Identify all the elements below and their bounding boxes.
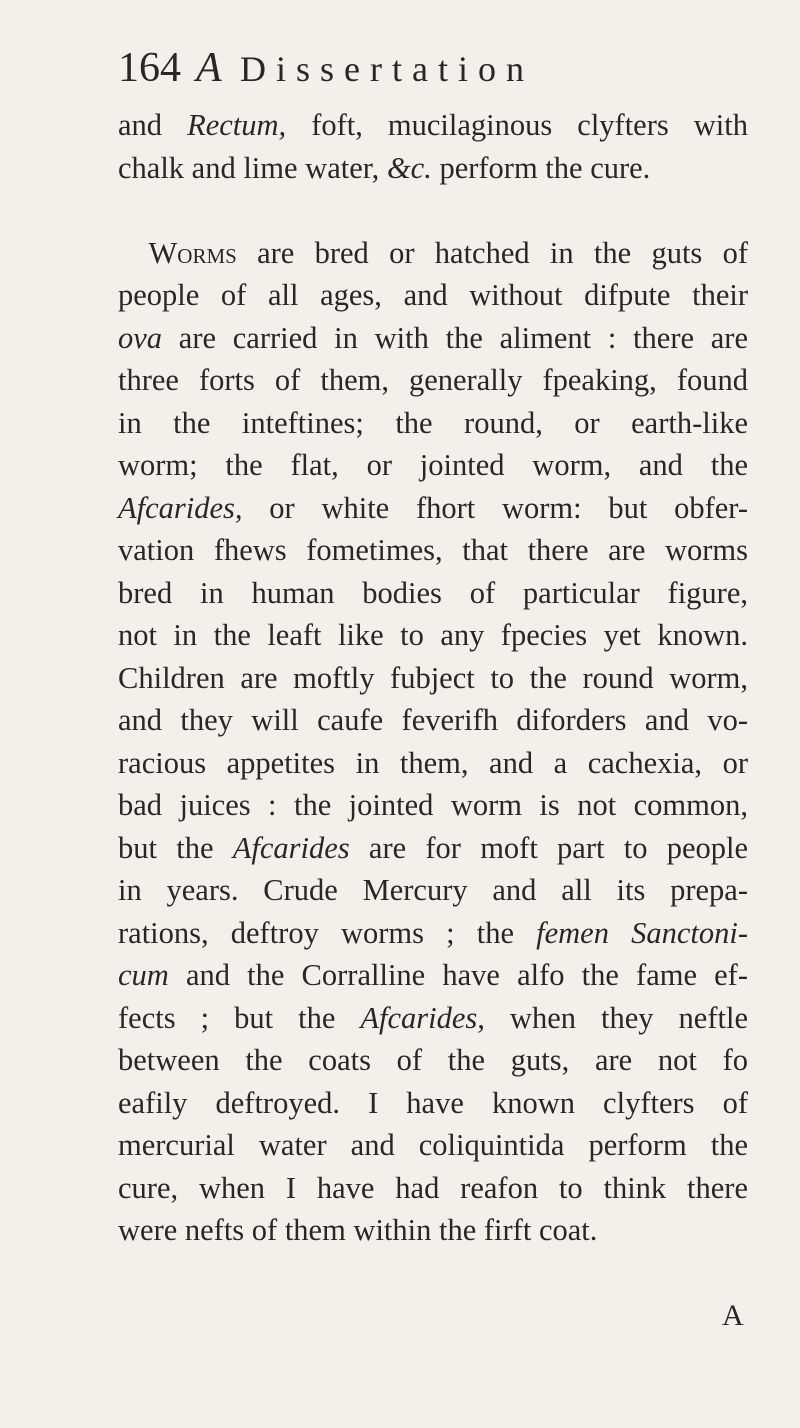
text-line: vation fhews fometimes, that there are worms — [118, 533, 748, 567]
text-line — [118, 232, 748, 275]
italic-term: Afcarides — [232, 830, 350, 865]
text-line — [118, 147, 748, 190]
running-header — [118, 44, 534, 93]
text-line: cure, when I have had reafon to think there — [118, 1170, 748, 1205]
text-line: between the coats of the guts, are not fo — [118, 1043, 748, 1077]
italic-term: Afcarides, — [360, 1000, 485, 1035]
small-caps-term: Worms — [148, 235, 237, 270]
italic-term: &c. — [386, 150, 432, 185]
italic-term: Rectum, — [187, 108, 287, 142]
catchword: A — [722, 1299, 744, 1332]
header-article: A — [196, 45, 222, 91]
text-run: and the Corralline have alfo the fame ef- — [168, 958, 748, 992]
text-run: and — [118, 108, 188, 142]
text-line: and they will caufe feverifh diforders and vo- — [118, 703, 748, 737]
text-line: mercurial water and coliquintida perform the — [118, 1128, 748, 1162]
text-run: when they neftle — [484, 1000, 748, 1035]
italic-term: femen Sanctoni- — [536, 915, 748, 950]
text-run: perform the cure. — [431, 150, 651, 185]
text-line: bad juices : the jointed worm is not common, — [118, 788, 748, 822]
paragraph-gap — [118, 189, 748, 232]
text-line: bred in human bodies of particular figure, — [118, 575, 748, 610]
text-line: three forts of them, generally fpeaking, found — [118, 363, 748, 397]
text-line — [118, 912, 748, 955]
text-run: chalk and lime water, — [118, 150, 387, 185]
text-line: were nefts of them within the firft coat. — [118, 1213, 598, 1247]
text-line: eafily deftroyed. I have known clyfters of — [118, 1085, 748, 1120]
text-run: fects ; but the — [118, 1000, 361, 1035]
text-run: are bred or hatched in the guts of — [236, 235, 748, 270]
text-line — [118, 954, 748, 997]
text-run: are for moft part to people — [349, 830, 748, 865]
text-run: are carried in with the aliment : there are — [162, 320, 748, 355]
text-line — [118, 104, 748, 147]
text-line: racious appetites in them, and a cachexia, or — [118, 745, 748, 780]
text-line: not in the leaft like to any fpecies yet known. — [118, 618, 748, 652]
text-line — [118, 827, 748, 870]
italic-term: ova — [118, 320, 163, 355]
text-run: but the — [118, 830, 233, 865]
page-number: 164 — [118, 45, 181, 91]
text-run: or white fhort worm: but obfer- — [242, 490, 748, 525]
text-line — [118, 317, 748, 360]
text-run: foft, mucilaginous clyfters with — [286, 108, 748, 142]
text-line: worm; the flat, or jointed worm, and the — [118, 448, 748, 482]
italic-term: cum — [118, 958, 169, 992]
italic-term: Afcarides, — [118, 490, 243, 525]
header-title: Dissertation — [240, 49, 534, 89]
text-line: in years. Crude Mercury and all its prepa- — [118, 873, 748, 907]
text-line: Children are moftly fubject to the round worm, — [118, 660, 748, 695]
text-line — [118, 487, 748, 530]
text-line: in the inteftines; the round, or earth-like — [118, 405, 748, 440]
text-line: people of all ages, and without difpute their — [118, 278, 748, 312]
text-line — [118, 997, 748, 1040]
text-run: rations, deftroy worms ; the — [118, 915, 537, 950]
body-text — [118, 104, 748, 1252]
